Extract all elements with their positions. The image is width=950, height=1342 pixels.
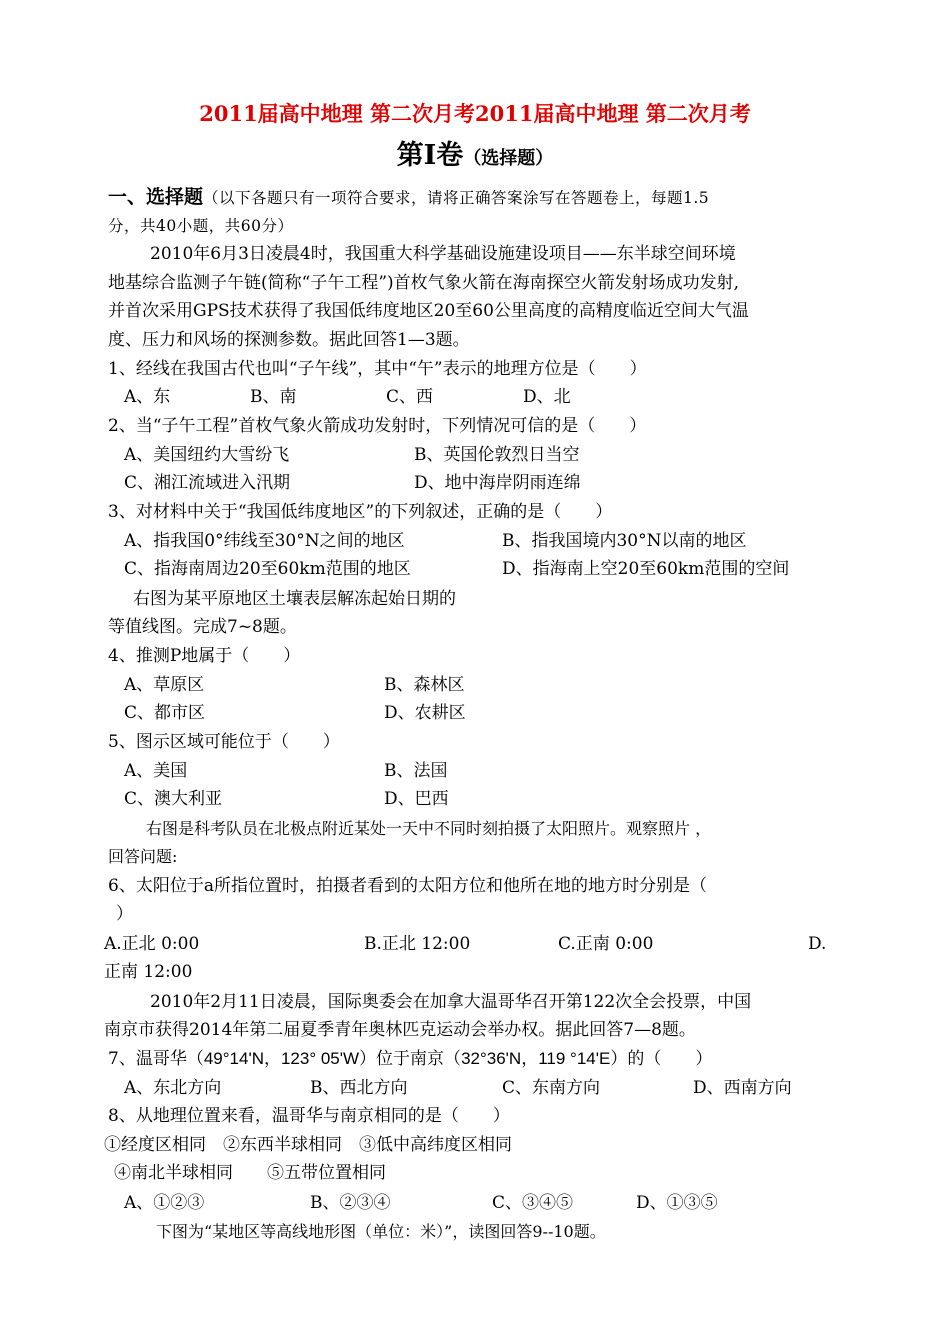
question-8-items-2: ④南北半球相同 ⑤五带位置相同 bbox=[114, 1163, 386, 1183]
question-4-option-c: C、都市区 bbox=[124, 703, 206, 723]
question-7-option-d: D、西南方向 bbox=[693, 1078, 792, 1098]
passage-2-line-1: 右图为某平原地区土壤表层解冻起始日期的 bbox=[133, 589, 456, 609]
document-title: 2011届高中地理 第二次月考2011届高中地理 第二次月考 bbox=[199, 101, 751, 126]
section-heading: 一、选择题 bbox=[108, 186, 204, 208]
question-1-option-b: B、南 bbox=[250, 387, 297, 407]
question-4-option-d: D、农耕区 bbox=[384, 703, 466, 723]
question-3-option-b: B、指我国境内30°N以南的地区 bbox=[502, 531, 747, 551]
question-8-option-a: A、①②③ bbox=[124, 1193, 205, 1213]
question-5-stem: 5、图示区域可能位于（ ） bbox=[108, 732, 340, 752]
question-5-option-a: A、美国 bbox=[124, 761, 188, 781]
question-8-stem: 8、从地理位置来看，温哥华与南京相同的是（ ） bbox=[108, 1106, 510, 1126]
question-1-option-c: C、西 bbox=[386, 387, 434, 407]
passage-5-line-1: 下图为“某地区等高线地形图（单位：米）”，读图回答9--10题。 bbox=[156, 1222, 606, 1241]
question-5-option-d: D、巴西 bbox=[384, 789, 449, 809]
passage-1-line-3: 并首次采用GPS技术获得了我国低纬度地区20至60公里高度的高精度临近空间大气温 bbox=[108, 301, 749, 321]
question-3-option-d: D、指海南上空20至60km范围的空间 bbox=[502, 559, 790, 579]
question-4-stem: 4、推测P地属于（ ） bbox=[108, 646, 301, 666]
question-6-option-b: B.正北 12:00 bbox=[364, 934, 471, 954]
question-2-stem: 2、当“子午工程”首枚气象火箭成功发射时，下列情况可信的是（ ） bbox=[108, 416, 647, 436]
question-6-option-d-cont: 正南 12:00 bbox=[104, 962, 193, 982]
passage-3-line-1: 右图是科考队员在北极点附近某处一天中不同时刻拍摄了太阳照片。观察照片 ， bbox=[146, 819, 712, 838]
question-6-stem-cont: ） bbox=[116, 904, 133, 924]
passage-4-line-1: 2010年2月11日凌晨，国际奥委会在加拿大温哥华召开第122次全会投票，中国 bbox=[150, 992, 752, 1012]
question-8-option-b: B、②③④ bbox=[310, 1193, 391, 1213]
section-subtitle bbox=[0, 138, 950, 177]
question-6-option-a: A.正北 0:00 bbox=[104, 934, 200, 954]
question-8-option-c: C、③④⑤ bbox=[492, 1193, 574, 1213]
question-4-option-a: A、草原区 bbox=[124, 675, 205, 695]
question-7-option-a: A、东北方向 bbox=[124, 1078, 222, 1098]
question-7-coord-vancouver: 49°14'N，123° 05'W bbox=[203, 1049, 360, 1068]
question-8-option-d: D、①③⑤ bbox=[636, 1193, 718, 1213]
question-4-option-b: B、森林区 bbox=[384, 675, 465, 695]
passage-1-line-1: 2010年6月3日凌晨4时，我国重大科学基础设施建设项目——东半球空间环境 bbox=[150, 244, 736, 264]
question-3-option-a: A、指我国0°纬线至30°N之间的地区 bbox=[124, 531, 405, 551]
passage-3-line-2: 回答问题: bbox=[108, 847, 178, 866]
question-2-option-b: B、英国伦敦烈日当空 bbox=[414, 445, 580, 465]
question-7-coord-nanjing: 32°36'N，119 °14'E bbox=[461, 1049, 611, 1068]
subtitle-main: 第Ⅰ卷 bbox=[396, 140, 464, 171]
section-note: （以下各题只有一项符合要求，请将正确答案涂写在答题卷上，每题1.5 bbox=[203, 189, 710, 207]
question-7-stem-post: ）的（ ） bbox=[610, 1049, 713, 1069]
question-3-stem: 3、对材料中关于“我国低纬度地区”的下列叙述，正确的是（ ） bbox=[108, 502, 613, 522]
question-6-option-d: D. bbox=[808, 934, 827, 954]
section-heading-line bbox=[108, 186, 709, 209]
passage-2-line-2: 等值线图。完成7~8题。 bbox=[108, 617, 297, 637]
question-2-option-a: A、美国纽约大雪纷飞 bbox=[124, 445, 290, 465]
question-7-stem bbox=[108, 1048, 712, 1070]
question-7-stem-mid: ）位于南京（ bbox=[359, 1049, 462, 1069]
question-8-items-1: ①经度区相同 ②东西半球相同 ③低中高纬度区相同 bbox=[104, 1135, 512, 1155]
question-2-option-c: C、湘江流域进入汛期 bbox=[124, 473, 291, 493]
question-7-option-c: C、东南方向 bbox=[502, 1078, 601, 1098]
question-2-option-d: D、地中海岸阴雨连绵 bbox=[414, 473, 581, 493]
question-7-stem-pre: 7、温哥华（ bbox=[108, 1049, 204, 1069]
question-5-option-b: B、法国 bbox=[384, 761, 448, 781]
question-1-option-d: D、北 bbox=[523, 387, 571, 407]
question-7-option-b: B、西北方向 bbox=[310, 1078, 408, 1098]
question-1-option-a: A、东 bbox=[124, 387, 171, 407]
question-6-stem: 6、太阳位于a所指位置时，拍摄者看到的太阳方位和他所在地的地方时分别是（ bbox=[108, 876, 707, 896]
subtitle-paren: （选择题） bbox=[463, 148, 554, 169]
passage-4-line-2: 南京市获得2014年第二届夏季青年奥林匹克运动会举办权。据此回答7—8题。 bbox=[104, 1020, 696, 1040]
question-6-option-c: C.正南 0:00 bbox=[558, 934, 654, 954]
question-5-option-c: C、澳大利亚 bbox=[124, 789, 223, 809]
section-note-cont: 分，共40小题，共60分） bbox=[108, 217, 294, 235]
question-1-stem: 1、经线在我国古代也叫“子午线”，其中“午”表示的地理方位是（ ） bbox=[108, 359, 647, 379]
question-3-option-c: C、指海南周边20至60km范围的地区 bbox=[124, 559, 411, 579]
passage-1-line-4: 度、压力和风场的探测参数。据此回答1—3题。 bbox=[108, 330, 470, 350]
passage-1-line-2: 地基综合监测子午链(简称“子午工程”)首枚气象火箭在海南探空火箭发射场成功发射, bbox=[108, 273, 740, 293]
